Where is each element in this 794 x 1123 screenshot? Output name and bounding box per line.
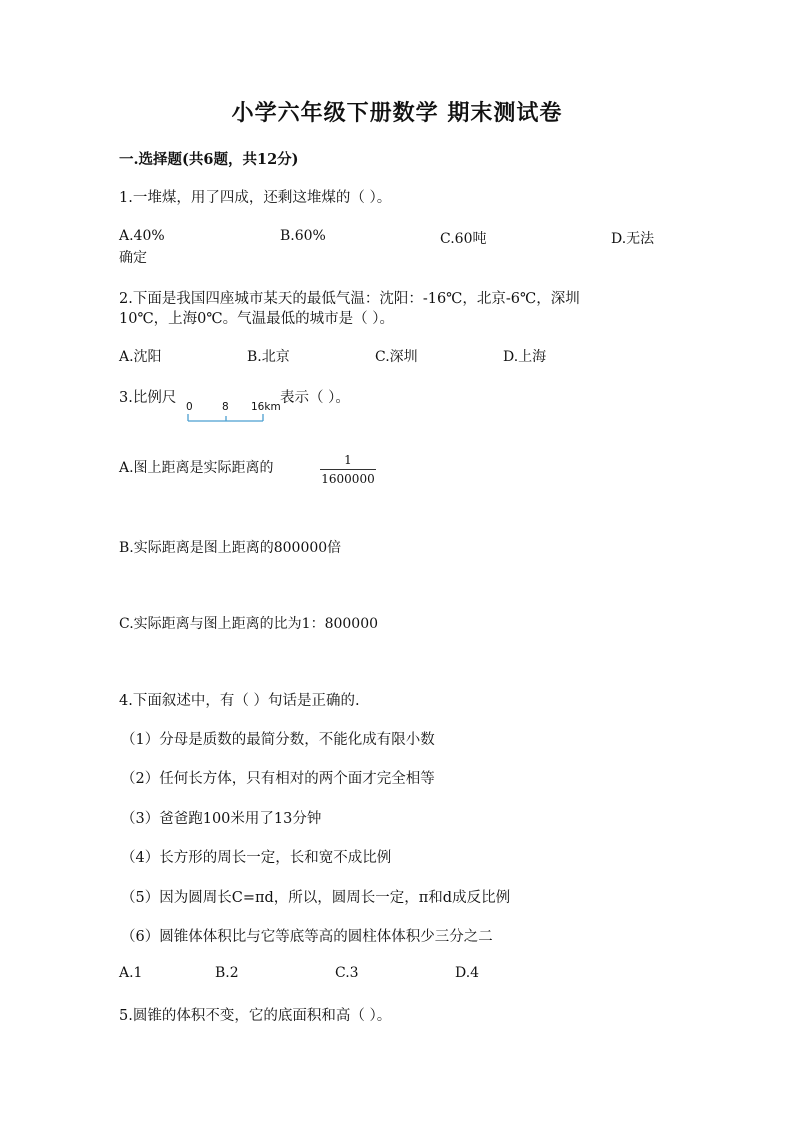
page-title: 小学六年级下册数学 期末测试卷 <box>231 100 563 126</box>
fraction-numerator: 1 <box>344 453 352 467</box>
section-heading: 一.选择题(共6题，共12分) <box>119 151 299 168</box>
question-3-option-a: A.图上距离是实际距离的 <box>119 460 274 476</box>
question-3-stem-suffix: 表示（ ）。 <box>280 390 350 406</box>
question-4-option-d: D.4 <box>455 965 480 981</box>
question-1-option-c: C.60吨 <box>440 231 487 247</box>
question-4-statement-5: （5）因为圆周长C=πd，所以，圆周长一定，π和d成反比例 <box>121 890 511 906</box>
question-2-stem-line2: 10℃，上海0℃。气温最低的城市是（ ）。 <box>119 311 394 327</box>
question-1-option-b: B.60% <box>280 228 326 244</box>
question-4-option-a: A.1 <box>119 965 143 981</box>
scale-label-0: 0 <box>186 401 193 413</box>
question-3-option-c: C.实际距离与图上距离的比为1：800000 <box>119 616 379 632</box>
question-3-stem-prefix: 3.比例尺 <box>119 390 177 406</box>
question-4-statement-6: （6）圆锥体体积比与它等底等高的圆柱体体积少三分之二 <box>121 929 493 945</box>
question-1-option-a: A.40% <box>119 228 165 244</box>
scale-label-8: 8 <box>222 401 229 413</box>
question-2-option-c: C.深圳 <box>375 349 418 365</box>
question-4-statement-4: （4）长方形的周长一定，长和宽不成比例 <box>121 850 392 866</box>
question-3-option-b: B.实际距离是图上距离的800000倍 <box>119 540 342 556</box>
question-2-option-b: B.北京 <box>247 349 290 365</box>
question-4-option-c: C.3 <box>335 965 359 981</box>
question-1-stem: 1.一堆煤，用了四成，还剩这堆煤的（ ）。 <box>119 190 392 206</box>
question-3-option-a-fraction <box>320 452 376 487</box>
scale-bar <box>186 412 266 424</box>
scale-label-16km: 16km <box>251 401 281 413</box>
fraction-bar <box>320 469 376 470</box>
question-1-option-d: D.无法 <box>611 231 655 247</box>
question-2-option-a: A.沈阳 <box>119 349 162 365</box>
question-4-statement-2: （2）任何长方体，只有相对的两个面才完全相等 <box>121 771 435 787</box>
question-1-option-d-wrap: 确定 <box>119 250 147 266</box>
question-4-option-b: B.2 <box>215 965 239 981</box>
question-4-statement-1: （1）分母是质数的最简分数，不能化成有限小数 <box>121 732 435 748</box>
question-5-stem: 5.圆锥的体积不变，它的底面积和高（ ）。 <box>119 1008 392 1024</box>
question-4-stem: 4.下面叙述中，有（ ）句话是正确的. <box>119 693 360 709</box>
question-4-statement-3: （3）爸爸跑100米用了13分钟 <box>121 811 322 827</box>
fraction-denominator: 1600000 <box>321 472 375 486</box>
question-2-stem-line1: 2.下面是我国四座城市某天的最低气温：沈阳：-16℃，北京-6℃，深圳 <box>119 291 580 307</box>
question-2-option-d: D.上海 <box>503 349 547 365</box>
